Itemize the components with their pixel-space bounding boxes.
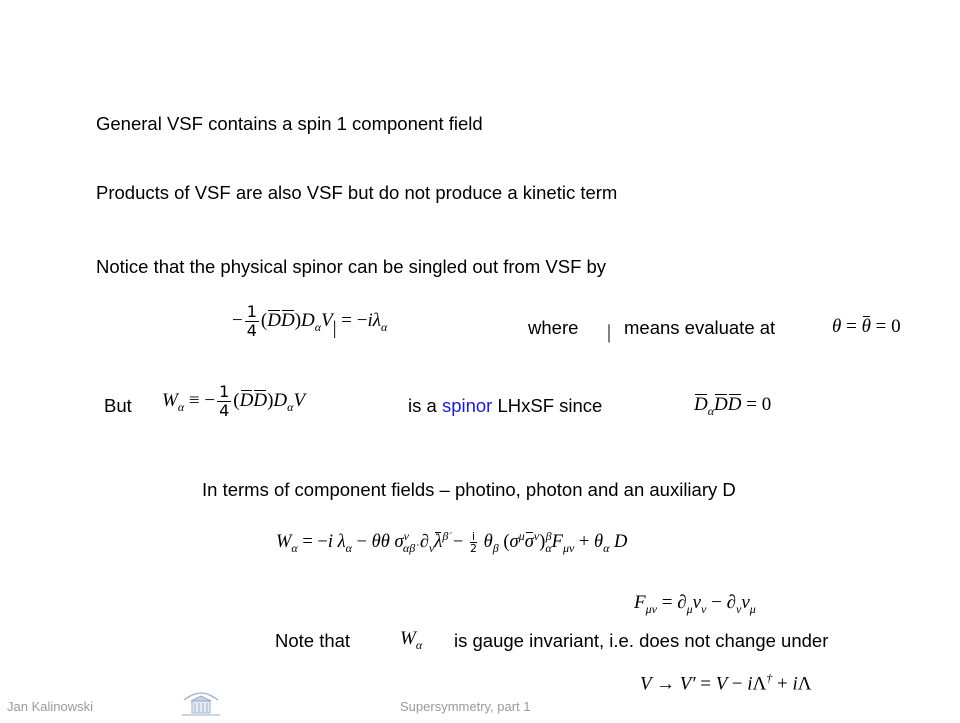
line-physical-spinor: Notice that the physical spinor can be singled out from VSF by xyxy=(96,256,607,277)
equation-chirality-condition: $D_{\alphȧ}DD = 0$ xyxy=(694,394,772,418)
symbol-w-alpha: $W_\alpha$ xyxy=(400,628,423,652)
label-but: But xyxy=(104,395,132,416)
line-gauge-invariant: is gauge invariant, i.e. does not change under xyxy=(454,630,829,651)
line-products-vsf: Products of VSF are also VSF but do not produce a kinetic term xyxy=(96,182,618,203)
equation-spinor-projection: − $\frac{1}{4}$ $(DD)D_\alpha V| = -i\lambda_\alpha$ xyxy=(232,302,388,340)
line-component-fields: In terms of component fields – photino, photon and an auxiliary D xyxy=(202,479,736,500)
faculty-crest-icon xyxy=(176,688,226,718)
equation-theta-zero: θ = θ = 0 xyxy=(832,316,901,337)
equation-w-alpha-definition: $W_\alpha$ ≡ − $\frac{1}{4}$ $(DD)D_\alpha V$ xyxy=(162,382,306,420)
label-note-that: Note that xyxy=(275,630,351,651)
equation-w-alpha-components: $W_\alpha = -i$ $\lambda_\alpha - \theta\theta$ $\sigma^\nu_{\alpha\betȧ}$ $\partial_\nu\lambda^{\betȧ}$ − $\frac{i}{2}$ $\theta_\beta$ $(\sigma^\mu\sigma^\nu)_\alpha^\beta F_{\mu\nu} + \theta_\alpha$ D xyxy=(276,529,628,556)
symbol-evaluation-bar: | xyxy=(607,321,612,343)
label-is-a: is a xyxy=(408,395,437,416)
equation-gauge-transformation: V → V′ = V − iΛ† + iΛ xyxy=(640,671,812,695)
label-means-evaluate: means evaluate at xyxy=(624,317,776,338)
footer-course: Supersymmetry, part 1 xyxy=(400,699,531,714)
equation-field-strength: $F_{\mu\nu} = \partial_\mu v_\nu - \partial_\nu v_\mu$ xyxy=(634,592,756,616)
footer-author: Jan Kalinowski xyxy=(7,699,93,714)
label-where: where xyxy=(528,317,579,338)
line-is-a-spinor xyxy=(408,397,602,416)
line-general-vsf: General VSF contains a spin 1 component field xyxy=(96,113,483,134)
label-lhxsf: LHxSF since xyxy=(497,395,603,416)
label-spinor: spinor xyxy=(441,395,493,416)
